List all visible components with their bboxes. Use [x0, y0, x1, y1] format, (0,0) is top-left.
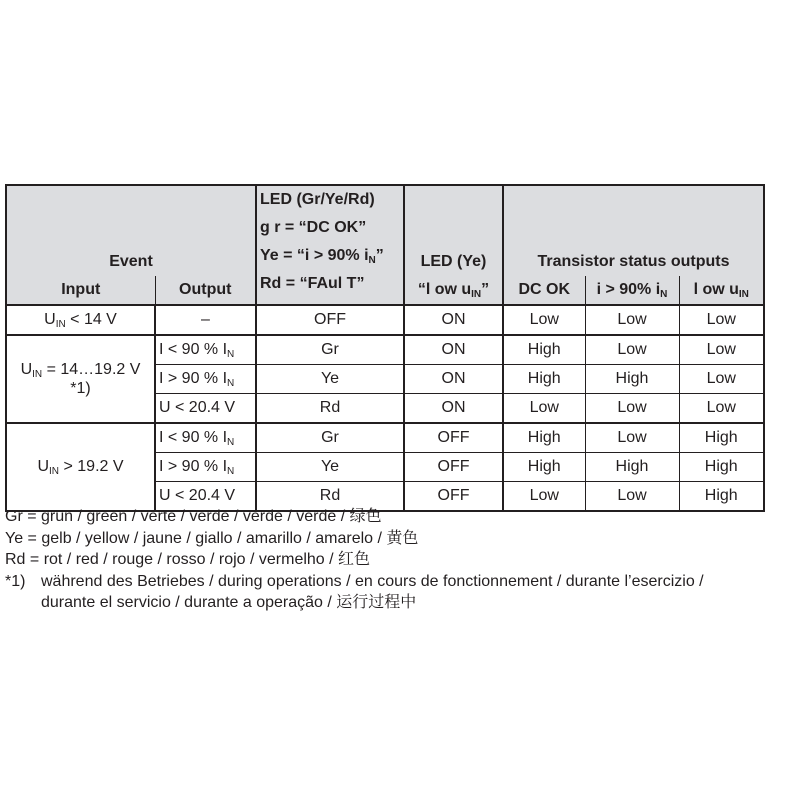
- low-cell: Low: [706, 370, 736, 387]
- header-led-gyr-line-2: g r = “DC OK”: [260, 219, 367, 236]
- header-led-ye-sub: “l ow $u_{IN}$”: [417, 281, 490, 300]
- led-ye-cell: ON: [404, 365, 503, 394]
- header-led-gyr-line-1: LED (Gr/Ye/Rd): [260, 191, 375, 208]
- footnote-line-1: während des Betriebes / during operations / en cours de fonctionnement / durante l’esercizio /: [41, 572, 704, 590]
- header-led-gyr-line-4: Rd = “FAul T”: [260, 275, 365, 292]
- i90-cell: Low: [585, 482, 679, 512]
- header-output: Output: [155, 276, 256, 305]
- header-event: Event: [6, 185, 256, 276]
- output-cell: U < 20.4 V: [155, 482, 256, 512]
- header-i90: i > 90% $i_N$: [585, 276, 679, 305]
- led-ye-cell: ON: [404, 305, 503, 335]
- input-footnote-ref: *1): [70, 379, 91, 397]
- header-led-ye: [404, 185, 503, 305]
- dc-ok-cell: Low: [503, 394, 585, 424]
- led-ye-cell: ON: [404, 394, 503, 424]
- dc-ok-cell: High: [503, 335, 585, 365]
- dc-ok-cell: Low: [503, 305, 585, 335]
- dc-ok-cell: High: [503, 365, 585, 394]
- i90-cell: Low: [585, 335, 679, 365]
- i90-cell: Low: [585, 305, 679, 335]
- input-cell: $U_{IN} < 14$ V: [6, 305, 155, 335]
- table-row: [6, 335, 764, 365]
- led-cell: Rd: [256, 482, 404, 512]
- output-cell: I < 90 % $I_N$: [155, 335, 256, 365]
- footnote-cont: [5, 592, 704, 614]
- led-ye-cell: OFF: [404, 453, 503, 482]
- header-led-gyr: [256, 185, 404, 305]
- header-led-ye-title: LED (Ye): [420, 253, 487, 270]
- note-ye: Ye = gelb / yellow / jaune / giallo / amarillo / amarelo / 黄色: [5, 529, 419, 547]
- input-cell: $U_{IN}$ = 14…19.2 V *1): [6, 335, 155, 423]
- led-cell: Rd: [256, 394, 404, 424]
- low-cell: High: [704, 487, 738, 504]
- led-cell: Gr: [256, 423, 404, 453]
- led-cell: Ye: [256, 365, 404, 394]
- footnote-mark: *1): [5, 572, 26, 590]
- output-cell: I < 90 % $I_N$: [155, 423, 256, 453]
- note-gr: Gr = grün / green / verte / verde / verde / verde / 绿色: [5, 508, 382, 525]
- table-row: [6, 305, 764, 335]
- input-cell: $U_{IN} > 19.2$ V: [6, 423, 155, 511]
- header-low: l ow $u_{IN}$: [693, 281, 749, 300]
- output-cell: I > 90 % $I_N$: [155, 365, 256, 394]
- led-ye-cell: ON: [404, 335, 503, 365]
- footnote-line-2: durante el servicio / durante a operação / 运行过程中: [41, 594, 417, 611]
- footnote: [5, 571, 704, 593]
- header-input: Input: [6, 276, 155, 305]
- led-ye-cell: OFF: [404, 423, 503, 453]
- low-cell: High: [704, 429, 738, 446]
- header-led-gyr-line-3: Ye = “i > 90% $i_N$”: [260, 247, 384, 266]
- header-transistor: Transistor status outputs: [537, 253, 730, 270]
- low-cell: Low: [706, 341, 736, 358]
- note-rd: Rd = rot / red / rouge / rosso / rojo / vermelho / 红色: [5, 551, 371, 568]
- led-cell: Gr: [256, 335, 404, 365]
- dc-ok-cell: High: [503, 423, 585, 453]
- output-cell: –: [155, 305, 256, 335]
- i90-cell: High: [585, 365, 679, 394]
- status-table: [5, 184, 765, 512]
- i90-cell: High: [585, 453, 679, 482]
- i90-cell: Low: [585, 423, 679, 453]
- header-dc-ok: DC OK: [503, 276, 585, 305]
- legend-notes: [5, 506, 704, 614]
- low-cell: High: [704, 458, 738, 475]
- output-cell: U < 20.4 V: [155, 394, 256, 424]
- low-cell: Low: [706, 311, 736, 328]
- table-row: [6, 423, 764, 453]
- dc-ok-cell: High: [503, 453, 585, 482]
- led-ye-cell: OFF: [404, 482, 503, 512]
- header-row-top: [6, 185, 764, 276]
- low-cell: Low: [706, 399, 736, 416]
- led-cell: OFF: [256, 305, 404, 335]
- output-cell: I > 90 % $I_N$: [155, 453, 256, 482]
- dc-ok-cell: Low: [503, 482, 585, 512]
- led-cell: Ye: [256, 453, 404, 482]
- i90-cell: Low: [585, 394, 679, 424]
